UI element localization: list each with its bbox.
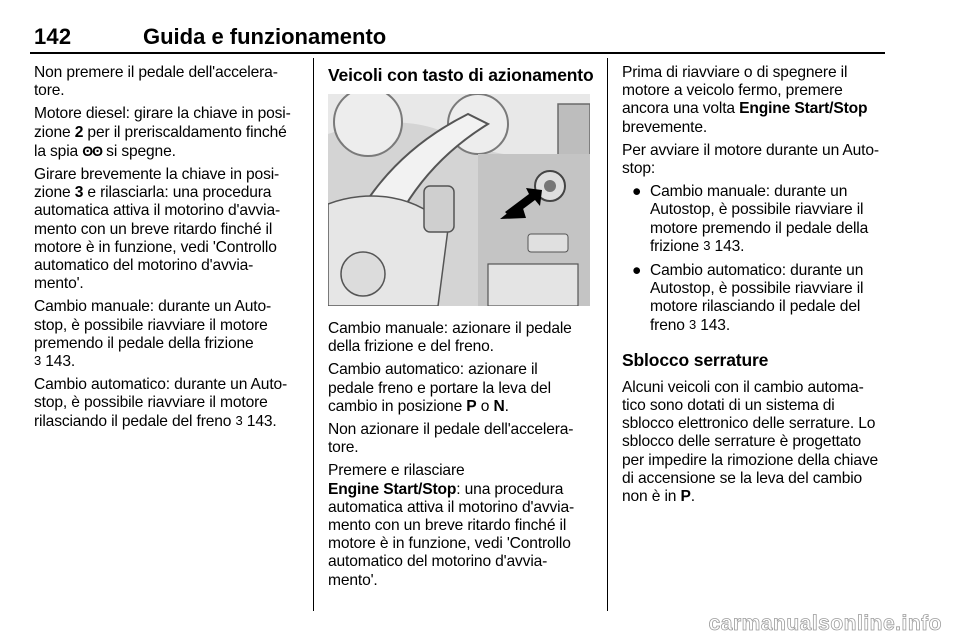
paragraph-lock-release [622, 379, 887, 506]
text-line [650, 238, 887, 256]
paragraph-turn-key [34, 166, 299, 293]
text-line: Non premere il pedale dell'accelera- [34, 64, 278, 81]
text-line: Cambio manuale: durante un Auto- [34, 298, 272, 316]
text-line [622, 488, 887, 506]
column-3 [622, 64, 887, 511]
text-fragment: per il preriscaldamento finché [83, 123, 287, 141]
page-number: 142 [34, 24, 72, 49]
text-fragment: o [476, 397, 494, 415]
text-line: Cambio automatico: durante un Auto- [34, 376, 288, 394]
text-line: pedale freno e portare la leva del [328, 379, 551, 397]
text-line: tore. [34, 82, 65, 100]
page-header [30, 24, 885, 54]
list-item [622, 183, 887, 256]
column-divider-left [313, 58, 314, 611]
text-fragment: rilasciando il pedale del freno [34, 412, 236, 430]
text-fragment: non è in [622, 488, 681, 506]
text-line: automatica attiva il motorino d'avvia- [34, 202, 281, 220]
steering-wheel-start-button-illustration [328, 94, 590, 306]
paragraph-automatic-start [328, 361, 596, 416]
engine-start-stop-label: Engine Start/Stop [328, 480, 457, 498]
text-fragment: zione [34, 123, 75, 141]
cross-reference-arrow-icon: 3 [34, 353, 42, 369]
text-fragment: cambio in posizione [328, 397, 467, 415]
text-line: motore premendo il pedale della [650, 219, 869, 237]
text-line: Non azionare il pedale dell'accelera- [328, 421, 574, 439]
engine-start-stop-label: Engine Start/Stop [739, 100, 868, 118]
text-line: premendo il pedale della frizione [34, 334, 254, 352]
column-2 [328, 64, 596, 595]
text-line: automatica attiva il motorino d'avvia- [328, 498, 575, 516]
text-line: motore è in funzione, vedi 'Controllo [34, 238, 277, 256]
text-line [328, 398, 596, 416]
heading-push-button-start: Veicoli con tasto di azionamento [328, 65, 594, 85]
text-fragment: freno [650, 316, 689, 334]
text-fragment: la spia [34, 142, 83, 160]
text-line [34, 142, 299, 161]
watermark-text: carmanualsonline.info [708, 612, 942, 635]
paragraph-automatic-gearbox [34, 376, 299, 431]
paragraph-restart-or-stop [622, 64, 887, 137]
text-line: della frizione e del freno. [328, 338, 494, 356]
text-line: Cambio automatico: azionare il [328, 361, 538, 379]
text-line: mento con un breve ritardo finché il [34, 220, 273, 238]
text-fragment: ancora una volta [622, 100, 740, 118]
text-fragment: frizione [650, 237, 704, 255]
text-line: automatico del motorino d'avvia- [34, 257, 254, 275]
text-line: di accensione se la leva del cambio [622, 469, 863, 487]
paragraph-autostop-intro [622, 142, 887, 178]
paragraph-manual-gearbox [34, 298, 299, 371]
text-line [34, 124, 299, 142]
text-line: Girare brevemente la chiave in posi- [34, 166, 280, 184]
text-line: stop: [622, 160, 656, 178]
cross-reference-arrow-icon: 3 [235, 412, 243, 428]
bullet-icon: ● [632, 183, 642, 201]
text-line: Autostop, è possibile riavviare il [650, 280, 864, 298]
text-line [34, 184, 299, 202]
page-reference-link[interactable]: 143. [710, 237, 745, 255]
page-reference-link[interactable]: 143. [696, 316, 731, 334]
column-1 [34, 64, 299, 436]
text-line: Premere e rilasciare [328, 462, 465, 480]
text-line: Prima di riavviare o di spegnere il [622, 64, 848, 81]
text-fragment: . [690, 488, 695, 506]
paragraph-accelerator-warning-2 [328, 421, 596, 457]
text-line: stop, è possibile riavviare il motore [34, 316, 268, 334]
text-line: motore è in funzione, vedi 'Controllo [328, 535, 571, 553]
text-fragment: e rilasciarla: una procedura [83, 184, 272, 202]
text-line: Autostop, è possibile riavviare il [650, 201, 864, 219]
text-line: mento con un breve ritardo finché il [328, 517, 567, 535]
paragraph-press-start-stop [328, 462, 596, 589]
text-line: Cambio automatico: durante un [650, 262, 864, 280]
section-title: Guida e funzionamento [143, 24, 387, 49]
text-line: tore. [328, 439, 359, 457]
text-line [34, 413, 299, 431]
cross-reference-arrow-icon: 3 [688, 316, 697, 332]
heading-lock-release: Sblocco serrature [622, 349, 769, 370]
paragraph-manual-start [328, 320, 596, 356]
paragraph-diesel [34, 105, 299, 161]
text-fragment: zione [34, 184, 75, 202]
text-line: Motore diesel: girare la chiave in posi- [34, 105, 291, 123]
text-line [328, 481, 596, 499]
text-line: motore rilasciando il pedale del [650, 298, 861, 316]
gear-position-p: P [680, 488, 691, 506]
text-line: sblocco elettronico delle serrature. Lo [622, 415, 876, 433]
text-fragment: . [504, 397, 509, 415]
text-line: sblocco delle serrature è progettato [622, 433, 862, 451]
text-line [622, 100, 887, 118]
text-line: Cambio manuale: azionare il pedale [328, 320, 572, 337]
text-line: Alcuni veicoli con il cambio automa- [622, 378, 864, 396]
gear-position-p: P [466, 397, 477, 415]
text-line: motore a veicolo fermo, premere [622, 82, 843, 100]
preheat-indicator-icon: ʘʘ [82, 142, 102, 159]
text-line: stop, è possibile riavviare il motore [34, 394, 268, 412]
text-line: Per avviare il motore durante un Auto- [622, 141, 879, 159]
page-reference-link[interactable]: 143. [41, 353, 76, 371]
text-line: tico sono dotati di un sistema di [622, 397, 835, 415]
bullet-icon: ● [632, 262, 642, 280]
gear-position-n: N [493, 397, 505, 415]
text-line: automatico del motorino d'avvia- [328, 553, 548, 571]
text-fragment: : una procedura [456, 480, 564, 498]
text-line [34, 353, 299, 371]
cross-reference-arrow-icon: 3 [703, 237, 711, 253]
key-position-3: 3 [74, 184, 84, 202]
text-line: per impedire la rimozione della chiave [622, 451, 879, 469]
text-line [650, 317, 887, 335]
column-divider-right [607, 58, 608, 611]
list-item [622, 262, 887, 335]
text-line: mento'. [34, 275, 84, 293]
key-position-2: 2 [74, 123, 84, 141]
text-line: Cambio manuale: durante un [650, 183, 848, 201]
text-line: brevemente. [622, 118, 708, 136]
page-reference-link[interactable]: 143. [242, 412, 277, 430]
text-fragment: si spegne. [102, 142, 176, 160]
text-line: mento'. [328, 571, 378, 589]
paragraph-accelerator-warning [34, 64, 299, 100]
